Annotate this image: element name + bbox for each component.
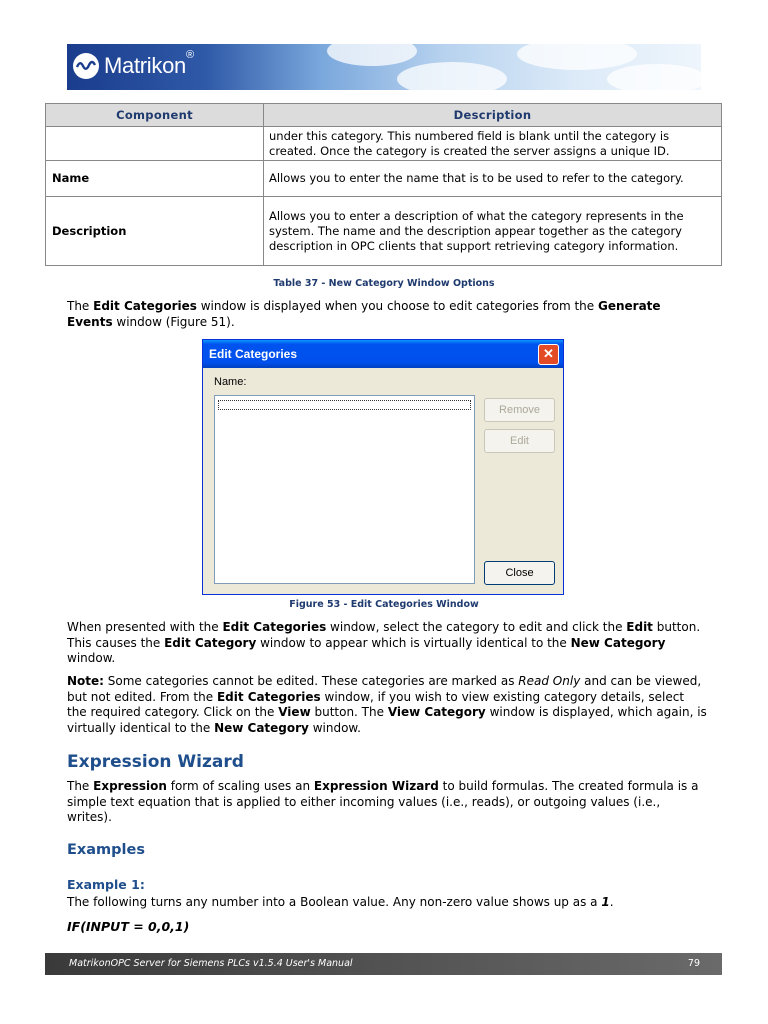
cloud-decoration (327, 44, 417, 66)
section-title: Expression Wizard (67, 752, 244, 772)
list-focus-item[interactable] (218, 400, 471, 410)
dialog-title-bar (203, 340, 563, 368)
page-number: 79 (687, 958, 700, 969)
dialog-title: Edit Categories (209, 347, 298, 361)
cloud-decoration (607, 64, 701, 90)
category-options-table (45, 103, 722, 266)
example1-heading: Example 1: (67, 877, 145, 892)
page-footer (45, 953, 722, 975)
component-cell: Description (46, 197, 264, 266)
cloud-decoration (517, 44, 637, 70)
expression-wizard-paragraph: The Expression form of scaling uses an Expression Wizard to build formulas. The created formula is a simple text equation that is applied to either incoming values (i.e., reads), or outgoing values (i.e., writes). (67, 779, 699, 824)
edit-categories-dialog (202, 339, 564, 595)
figure-caption: Figure 53 - Edit Categories Window (289, 599, 479, 610)
description-cell: Allows you to enter a description of what the category represents in the system. The name and the description appear together as the category description in OPC clients that support retrieving category information. (264, 197, 722, 266)
cloud-decoration (397, 62, 507, 90)
note-paragraph: Note: Some categories cannot be edited. These categories are marked as Read Only and can be viewed, but not edited. From the Edit Categories window, if you wish to view existing category details, select the required category. Click on the View button. The View Category window is displayed, which again, is virtually identical to the New Category window. (67, 674, 707, 735)
description-cell: Allows you to enter the name that is to be used to refer to the category. (264, 161, 722, 197)
edit-categories-intro: The Edit Categories window is displayed when you choose to edit categories from the Generate Events window (Figure 51). (67, 299, 661, 329)
header-banner (67, 44, 701, 90)
column-header-description: Description (264, 104, 722, 127)
name-label: Name: (214, 376, 247, 388)
close-icon[interactable]: ✕ (538, 344, 559, 365)
close-button[interactable]: Close (484, 561, 555, 585)
footer-title: MatrikonOPC Server for Siemens PLCs v1.5.4 User's Manual (69, 958, 353, 969)
table-row (46, 197, 722, 266)
component-cell: Name (46, 161, 264, 197)
brand-name: Matrikon® (104, 49, 194, 78)
table-row (46, 127, 722, 161)
table-row (46, 161, 722, 197)
table-caption: Table 37 - New Category Window Options (273, 278, 495, 289)
example1-formula: IF(INPUT = 0,0,1) (67, 919, 190, 934)
table-header-row (46, 104, 722, 127)
example1-text: The following turns any number into a Boolean value. Any non-zero value shows up as a 1. (67, 895, 614, 909)
remove-button[interactable]: Remove (484, 398, 555, 422)
matrikon-logo (73, 50, 194, 82)
description-cell: under this category. This numbered field is blank until the category is created. Once the category is created the server assigns a unique ID. (264, 127, 722, 161)
edit-button[interactable]: Edit (484, 429, 555, 453)
edit-category-paragraph: When presented with the Edit Categories window, select the category to edit and click the Edit button. This causes the Edit Category window to appear which is virtually identical to the New Category window. (67, 620, 701, 665)
examples-heading: Examples (67, 842, 145, 858)
column-header-component: Component (46, 104, 264, 127)
component-cell (46, 127, 264, 161)
category-list[interactable] (214, 395, 475, 584)
matrikon-wave-icon (73, 53, 99, 79)
